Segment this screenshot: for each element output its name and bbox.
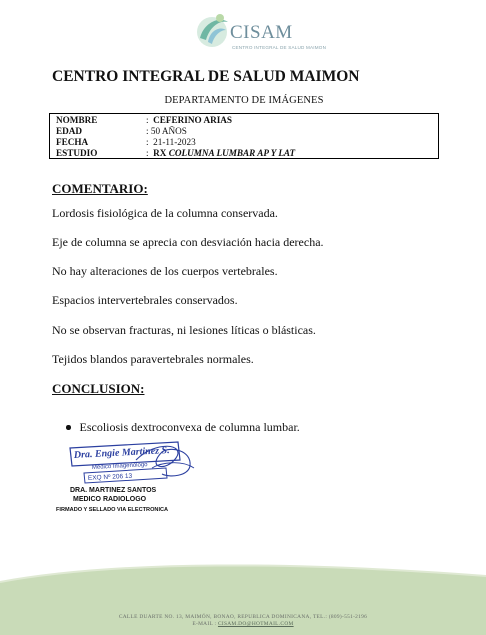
patient-info-box	[49, 113, 439, 159]
field-value: : RX COLUMNA LUMBAR AP Y LAT	[146, 148, 296, 158]
field-key: NOMBRE	[56, 115, 98, 125]
field-key: EDAD	[56, 126, 83, 136]
footer-email: E-MAIL : CISAM.DO@HOTMAIL.COM	[192, 621, 294, 627]
stamp-name: Dra. Engie Martinez S.	[73, 444, 170, 461]
patient-row-edad	[54, 126, 434, 137]
conclusion-item: Escoliosis dextroconvexa de columna lumbar.	[66, 420, 300, 435]
logo-brand-text: CISAM	[230, 22, 293, 43]
field-key: ESTUDIO	[56, 148, 98, 158]
comment-line: No hay alteraciones de los cuerpos vertebrales.	[52, 264, 278, 278]
field-value: : 21-11-2023	[146, 137, 196, 147]
comment-line: No se observan fracturas, ni lesiones líticas o blásticas.	[52, 323, 316, 337]
patient-row-fecha	[54, 137, 434, 148]
document-title: CENTRO INTEGRAL DE SALUD MAIMON	[52, 68, 360, 85]
bullet-icon	[66, 425, 71, 430]
signature-note: FIRMADO Y SELLADO VIA ELECTRONICA	[56, 507, 169, 513]
stamp-exq: EXQ Nº 206 13	[87, 472, 133, 482]
field-value: : 50 AÑOS	[146, 126, 187, 136]
signer-name: DRA. MARTINEZ SANTOS	[70, 487, 157, 494]
signer-role: MEDICO RADIOLOGO	[73, 496, 147, 503]
email-link[interactable]: CISAM.DO@HOTMAIL.COM	[217, 621, 294, 627]
patient-row-estudio	[54, 148, 434, 159]
logo-tagline: CENTRO INTEGRAL DE SALUD MAIMON	[232, 45, 327, 50]
comment-line: Lordosis fisiológica de la columna conservada.	[52, 206, 278, 220]
cisam-logo	[190, 8, 327, 56]
comment-line: Eje de columna se aprecia con desviación hacia derecha.	[52, 235, 324, 249]
stamp-role: Medico Imagenólogo	[91, 462, 148, 471]
comment-heading: COMENTARIO:	[52, 181, 148, 196]
comment-line: Tejidos blandos paravertebrales normales.	[52, 352, 254, 366]
comment-line: Espacios intervertebrales conservados.	[52, 293, 238, 307]
department-label: DEPARTAMENTO DE IMÁGENES	[164, 95, 324, 106]
conclusion-heading: CONCLUSION:	[52, 381, 145, 396]
signature-stamp	[66, 438, 202, 486]
footer-address: CALLE DUARTE NO. 13, MAIMÓN, BONAO, REPUBLICA DOMINICANA, TEL.: (809)-551-2196	[118, 614, 368, 620]
field-value: : CEFERINO ARIAS	[146, 115, 233, 125]
patient-row-nombre	[54, 115, 434, 126]
field-key: FECHA	[56, 137, 89, 147]
